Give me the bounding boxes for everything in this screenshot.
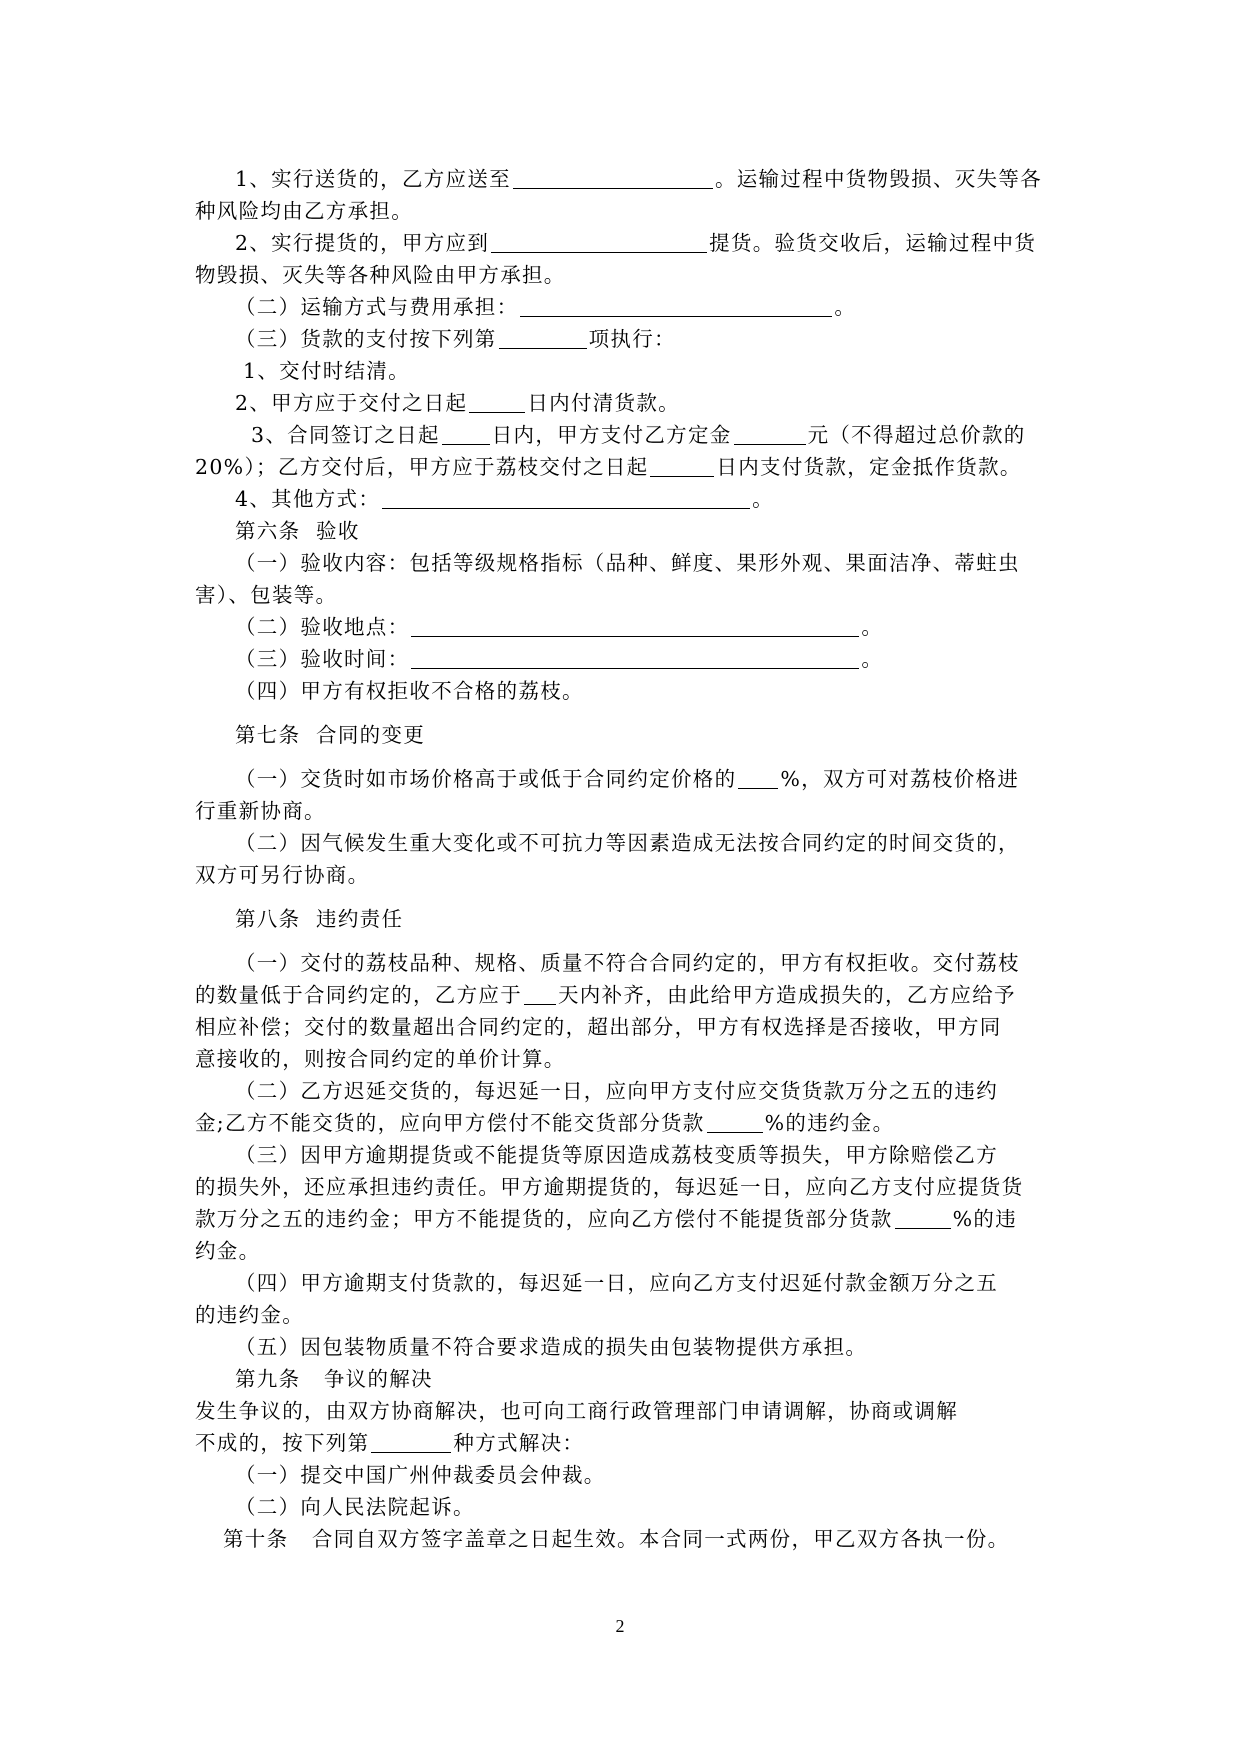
text: %的违约金。 xyxy=(764,1111,895,1135)
text: 相应补偿；交付的数量超出合同约定的，超出部分，甲方有权选择是否接收，甲方同 xyxy=(195,1015,1002,1039)
fill-blank[interactable] xyxy=(469,390,525,413)
article-title: 第七条 xyxy=(235,723,301,747)
paragraph xyxy=(195,1427,1055,1459)
text: 意接收的，则按合同约定的单价计算。 xyxy=(195,1047,566,1071)
text: （五）因包装物质量不符合要求造成的损失由包装物提供方承担。 xyxy=(235,1335,868,1359)
paragraph xyxy=(195,1075,1055,1107)
fill-blank[interactable] xyxy=(895,1206,951,1229)
text: 2、甲方应于交付之日起 xyxy=(235,391,468,415)
text: （三）货款的支付按下列第 xyxy=(235,327,497,351)
paragraph xyxy=(195,1267,1055,1299)
fill-blank[interactable] xyxy=(499,326,587,349)
paragraph xyxy=(195,1043,1055,1075)
text: （二）验收地点： xyxy=(235,615,410,639)
fill-blank[interactable] xyxy=(734,422,806,445)
paragraph xyxy=(195,1235,1055,1267)
paragraph xyxy=(195,763,1055,795)
paragraph xyxy=(195,483,1055,515)
text: （一）交付的荔枝品种、规格、质量不符合合同约定的，甲方有权拒收。交付荔枝 xyxy=(235,951,1020,975)
text: 日内，甲方支付乙方定金 xyxy=(491,423,732,447)
text: （四）甲方逾期支付货款的，每迟延一日，应向乙方支付迟延付款金额万分之五 xyxy=(235,1271,998,1295)
article-heading xyxy=(195,515,1055,547)
text: 款万分之五的违约金；甲方不能提货的，应向乙方偿付不能提货部分货款 xyxy=(195,1207,893,1231)
text: 害）、包装等。 xyxy=(195,583,338,607)
paragraph xyxy=(195,859,1055,891)
paragraph xyxy=(195,795,1055,827)
text: 天内补齐，由此给甲方造成损失的，乙方应给予 xyxy=(558,983,1016,1007)
text: 的损失外，还应承担违约责任。甲方逾期提货的，每迟延一日，应向乙方支付应提货货 xyxy=(195,1175,1024,1199)
article-name: 验收 xyxy=(316,519,360,543)
paragraph xyxy=(195,1459,1055,1491)
fill-blank[interactable] xyxy=(371,1430,451,1453)
text: 的违约金。 xyxy=(195,1303,304,1327)
text: 2、实行提货的，甲方应到 xyxy=(235,231,490,255)
fill-blank[interactable] xyxy=(650,454,714,477)
text: 金;乙方不能交货的，应向甲方偿付不能交货部分货款 xyxy=(195,1111,705,1135)
paragraph xyxy=(195,1171,1055,1203)
paragraph xyxy=(195,1107,1055,1139)
paragraph xyxy=(195,1203,1055,1235)
text: （二）因气候发生重大变化或不可抗力等因素造成无法按合同约定的时间交货的， xyxy=(235,831,1020,855)
text: 种风险均由乙方承担。 xyxy=(195,199,413,223)
article-name: 合同的变更 xyxy=(316,723,426,747)
text: 发生争议的，由双方协商解决，也可向工商行政管理部门申请调解，协商或调解 xyxy=(195,1399,958,1423)
paragraph xyxy=(195,979,1055,1011)
text: 元（不得超过总价款的 xyxy=(807,423,1026,447)
fill-blank[interactable] xyxy=(524,982,556,1005)
paragraph xyxy=(195,291,1055,323)
text: （四）甲方有权拒收不合格的荔枝。 xyxy=(235,679,584,703)
text: 种方式解决： xyxy=(453,1431,585,1455)
fill-blank[interactable] xyxy=(513,166,713,189)
text: 4、其他方式： xyxy=(235,487,381,511)
fill-blank[interactable] xyxy=(738,766,778,789)
text: 。 xyxy=(752,487,774,511)
text: 3、合同签订之日起 xyxy=(251,423,440,447)
paragraph xyxy=(195,419,1055,451)
fill-blank[interactable] xyxy=(411,614,859,637)
paragraph xyxy=(195,827,1055,859)
text: %的违 xyxy=(952,1207,1017,1231)
paragraph xyxy=(195,547,1055,579)
paragraph xyxy=(195,1491,1055,1523)
paragraph xyxy=(195,1395,1055,1427)
fill-blank[interactable] xyxy=(707,1110,763,1133)
paragraph xyxy=(195,355,1055,387)
article-heading xyxy=(195,1363,1055,1395)
paragraph xyxy=(195,227,1055,259)
page-number: 2 xyxy=(615,1616,625,1636)
text: 。运输过程中货物毁损、灭失等各 xyxy=(714,167,1042,191)
text: 约金。 xyxy=(195,1239,261,1263)
fill-blank[interactable] xyxy=(411,646,859,669)
paragraph xyxy=(195,611,1055,643)
article-title: 第九条 xyxy=(235,1367,301,1391)
paragraph xyxy=(195,1331,1055,1363)
paragraph xyxy=(195,259,1055,291)
text: （二）向人民法院起诉。 xyxy=(235,1495,475,1519)
article-heading xyxy=(195,719,1055,751)
text: （三）验收时间： xyxy=(235,647,410,671)
paragraph xyxy=(195,643,1055,675)
article-heading xyxy=(195,1523,1055,1555)
paragraph xyxy=(195,947,1055,979)
paragraph xyxy=(195,579,1055,611)
paragraph xyxy=(195,163,1055,195)
text: （二）乙方迟延交货的，每迟延一日，应向甲方支付应交货货款万分之五的违约 xyxy=(235,1079,998,1103)
text: 。 xyxy=(834,295,857,319)
document-body xyxy=(195,163,1055,1555)
paragraph xyxy=(195,1011,1055,1043)
text: 20%）；乙方交付后，甲方应于荔枝交付之日起 xyxy=(195,455,649,479)
paragraph xyxy=(195,675,1055,707)
fill-blank[interactable] xyxy=(442,422,490,445)
fill-blank[interactable] xyxy=(491,230,707,253)
article-title: 第十条 xyxy=(223,1527,289,1551)
article-heading xyxy=(195,903,1055,935)
text: （一）验收内容：包括等级规格指标（品种、鲜度、果形外观、果面洁净、蒂蛀虫 xyxy=(235,551,1020,575)
article-name: 争议的解决 xyxy=(323,1367,433,1391)
article-text: 合同自双方签字盖章之日起生效。本合同一式两份，甲乙双方各执一份。 xyxy=(311,1527,1010,1551)
text: 行重新协商。 xyxy=(195,799,326,823)
text: （二）运输方式与费用承担： xyxy=(235,295,519,319)
text: 项执行： xyxy=(588,327,676,351)
article-title: 第六条 xyxy=(235,519,301,543)
text: （三）因甲方逾期提货或不能提货等原因造成荔枝变质等损失，甲方除赔偿乙方 xyxy=(235,1143,998,1167)
fill-blank[interactable] xyxy=(382,486,750,509)
article-title: 第八条 xyxy=(235,907,301,931)
text: 物毁损、灭失等各种风险由甲方承担。 xyxy=(195,263,566,287)
text: %，双方可对荔枝价格进 xyxy=(780,767,1020,791)
text: 。 xyxy=(861,647,884,671)
paragraph xyxy=(195,323,1055,355)
text: 的数量低于合同约定的，乙方应于 xyxy=(195,983,522,1007)
text: 双方可另行协商。 xyxy=(195,863,370,887)
article-name: 违约责任 xyxy=(316,907,404,931)
text: 不成的，按下列第 xyxy=(195,1431,370,1455)
text: 1、实行送货的，乙方应送至 xyxy=(235,167,511,191)
text: （一）交货时如市场价格高于或低于合同约定价格的 xyxy=(235,767,737,791)
paragraph xyxy=(195,195,1055,227)
text: （一）提交中国广州仲裁委员会仲裁。 xyxy=(235,1463,606,1487)
text: 。 xyxy=(861,615,884,639)
text: 1、交付时结清。 xyxy=(243,359,410,383)
text: 日内支付货款，定金抵作货款。 xyxy=(716,455,1022,479)
paragraph xyxy=(195,1139,1055,1171)
fill-blank[interactable] xyxy=(520,294,832,317)
text: 日内付清货款。 xyxy=(527,391,680,415)
paragraph xyxy=(195,1299,1055,1331)
paragraph xyxy=(195,387,1055,419)
text: 提货。验货交收后，运输过程中货 xyxy=(709,231,1037,255)
paragraph xyxy=(195,451,1055,483)
